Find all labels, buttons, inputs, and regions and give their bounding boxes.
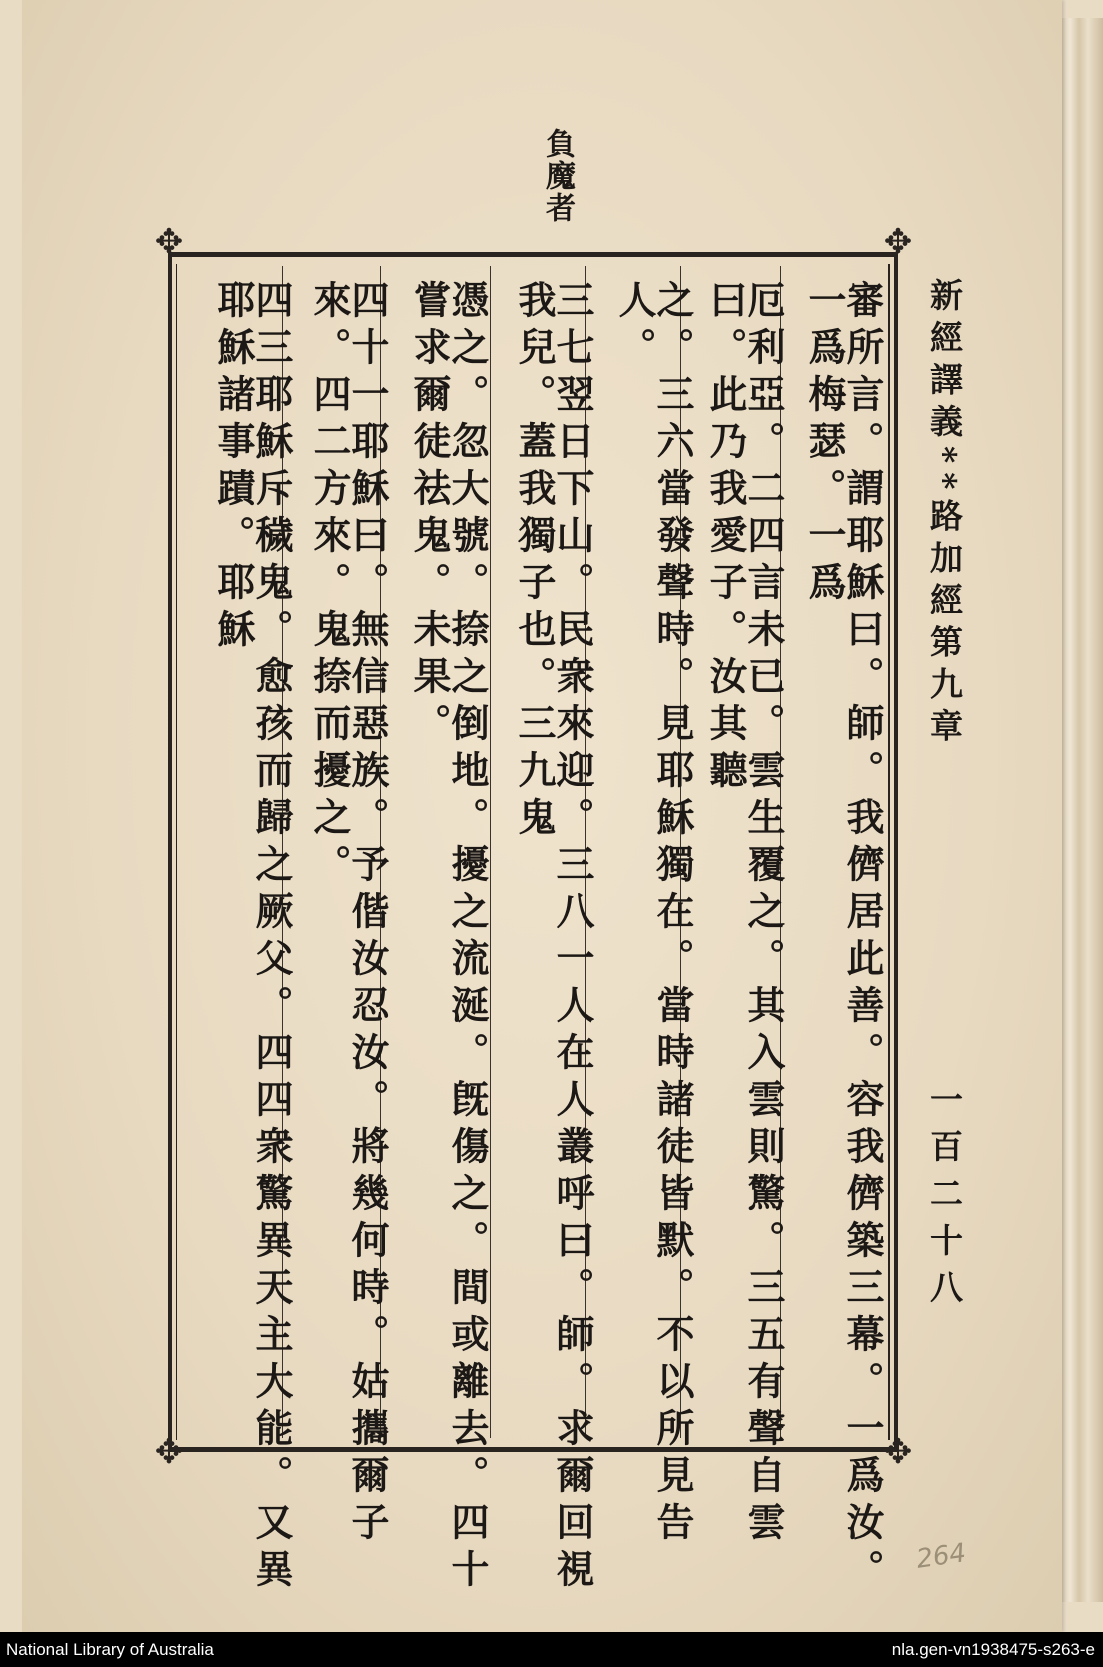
page-number: 一百二十八 bbox=[925, 1082, 964, 1317]
text-column-2: 厄利亞。二四言未已。雲生覆之。其入雲則驚。三五有聲自雲曰。此乃我愛子。汝其聽 bbox=[703, 280, 786, 1549]
handwritten-folio: 264 bbox=[914, 1538, 968, 1575]
footer-bar bbox=[0, 1632, 1103, 1667]
text-column-5: 憑之。忽大號。捺之倒地。擾之流涎。旣傷之。間或離去。四十嘗求爾徒祛鬼。未果。 bbox=[407, 280, 490, 1596]
corner-ornament-top-right: ✥ bbox=[883, 222, 913, 262]
corner-ornament-bottom-left: ✥ bbox=[154, 1432, 184, 1472]
corner-ornament-bottom-right: ✥ bbox=[883, 1432, 913, 1472]
column-rule bbox=[490, 266, 491, 1438]
text-column-1: 審所言。謂耶穌曰。師。我儕居此善。容我儕築三幕。一爲汝。一爲梅瑟。一爲 bbox=[802, 280, 885, 1596]
corner-ornament-top-left: ✥ bbox=[154, 222, 184, 262]
library-credit: National Library of Australia bbox=[6, 1640, 214, 1659]
item-identifier: nla.gen-vn1938475-s263-e bbox=[891, 1640, 1095, 1659]
text-column-6: 四十一耶穌曰。無信惡族。予偕汝忍汝。將幾何時。姑攜爾子來。四二方來。鬼捺而擾之。 bbox=[307, 280, 390, 1549]
running-head: 負魔者 bbox=[540, 128, 575, 224]
text-column-7: 四三耶穌斥穢鬼。愈孩而歸之厥父。四四衆驚異天主大能。又異耶穌諸事蹟。耶穌 bbox=[211, 280, 294, 1596]
text-column-3: 之。三六當發聲時。見耶穌獨在。當時諸徒皆默。不以所見告人。 bbox=[612, 280, 695, 1549]
chapter-title: 新經譯義**路加經第九章 bbox=[925, 278, 964, 751]
text-column-4: 三七翌日下山。民衆來迎。三八一人在人叢呼曰。師。求爾回視我兒。蓋我獨子也。三九鬼 bbox=[512, 280, 595, 1596]
